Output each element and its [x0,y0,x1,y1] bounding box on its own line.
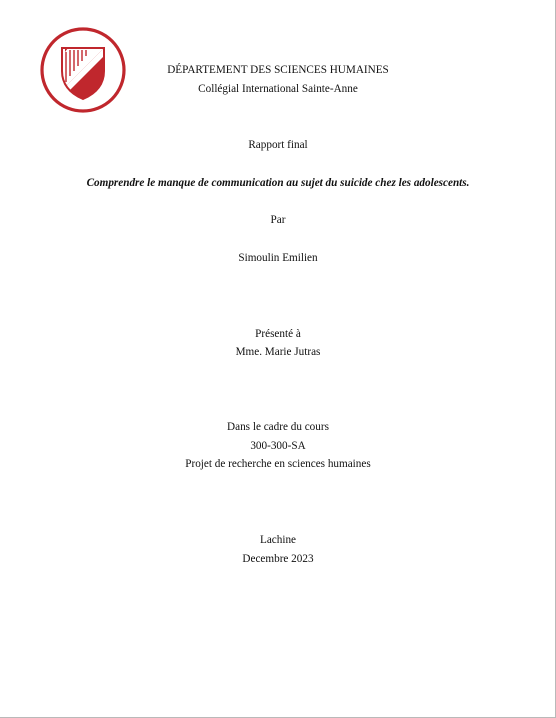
course-code: 300-300-SA [250,440,306,452]
college-name: Collégial International Sainte-Anne [198,83,358,95]
department-heading: DÉPARTEMENT DES SCIENCES HUMAINES [167,64,389,76]
report-title: Comprendre le manque de communication au sujet du suicide chez les adolescents. [86,177,470,189]
presented-label: Présenté à [255,328,301,340]
recipient-name: Mme. Marie Jutras [235,346,321,358]
city: Lachine [259,534,297,546]
report-type: Rapport final [248,139,308,151]
course-context-label: Dans le cadre du cours [227,421,329,433]
author-name: Simoulin Emilien [238,252,318,264]
by-label: Par [270,214,286,226]
course-name: Projet de recherche en sciences humaines [185,458,371,470]
date: Decembre 2023 [242,553,314,565]
